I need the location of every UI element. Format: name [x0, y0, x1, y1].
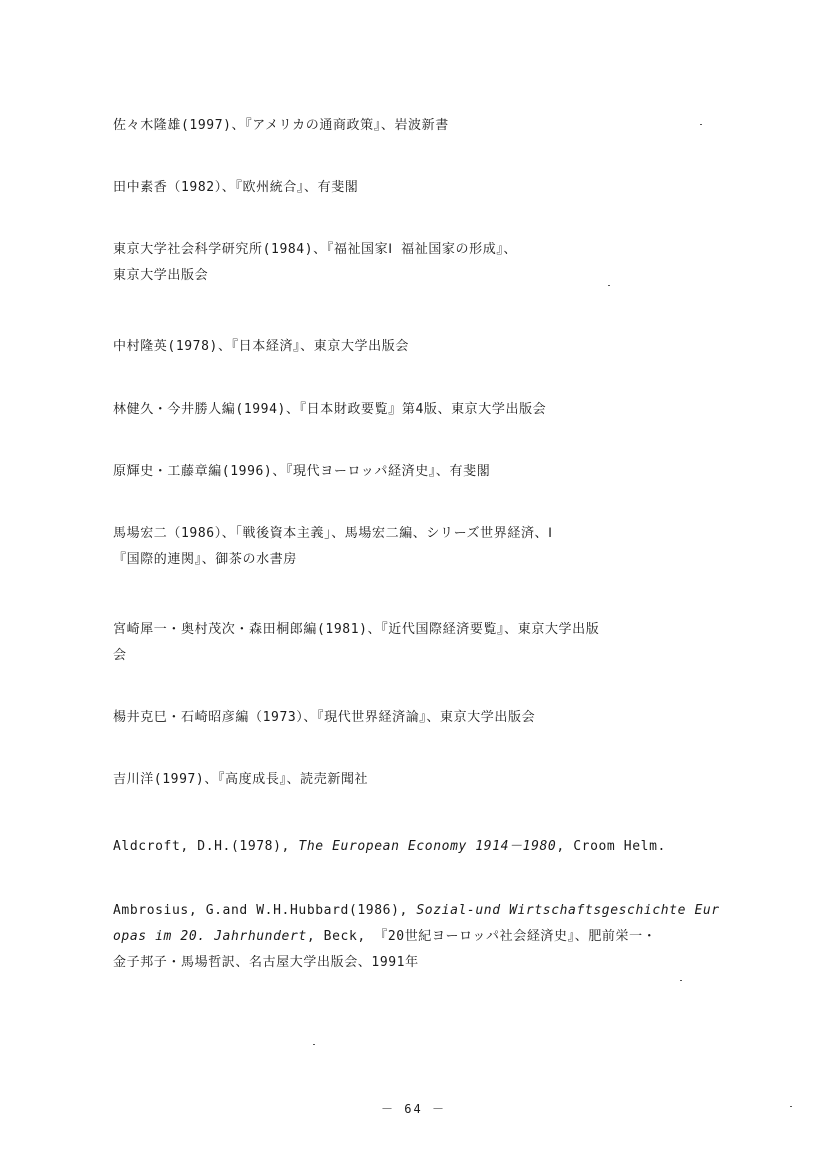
reference-line: [113, 767, 713, 793]
reference-text: 宮崎犀一・奥村茂次・森田桐郎編(1981)、『近代国際経済要覧』、東京大学出版: [113, 622, 600, 637]
reference-text: 東京大学出版会: [113, 268, 209, 283]
reference-entry: [113, 617, 713, 669]
reference-text: Ambrosius, G.and W.H.Hubbard(1986),: [113, 903, 417, 918]
scan-speck: [790, 1106, 792, 1107]
reference-text: 中村隆英(1978)、『日本経済』、東京大学出版会: [113, 339, 409, 354]
reference-text: 佐々木隆雄(1997)、『アメリカの通商政策』、岩波新書: [113, 118, 449, 133]
reference-line: [113, 898, 720, 924]
reference-line: [113, 459, 713, 485]
scan-speck: [608, 285, 610, 286]
scan-speck: [680, 980, 682, 981]
reference-line: [113, 113, 713, 139]
reference-entry: [113, 834, 713, 860]
reference-entry: [113, 767, 713, 793]
reference-entry: [113, 521, 713, 573]
reference-line: [113, 924, 713, 950]
reference-text: 会: [113, 648, 127, 663]
reference-line: [113, 547, 713, 573]
reference-line: [113, 834, 713, 860]
scan-speck: [313, 1044, 315, 1045]
reference-entry: [113, 113, 713, 139]
reference-line: [113, 175, 713, 201]
reference-line: [113, 397, 713, 423]
reference-line: [113, 705, 713, 731]
reference-entry: [113, 334, 713, 360]
reference-entry: [113, 459, 713, 485]
reference-text: 『国際的連関』、御茶の水書房: [113, 552, 297, 567]
reference-entry: [113, 397, 713, 423]
reference-entry: [113, 175, 713, 201]
reference-text: 金子邦子・馬場哲訳、名古屋大学出版会、1991年: [113, 955, 419, 970]
reference-line: [113, 950, 713, 976]
reference-line: [113, 334, 713, 360]
reference-line: [113, 521, 713, 547]
reference-line: [113, 237, 713, 263]
reference-text: 田中素香（1982）、『欧州統合』、有斐閣: [113, 180, 359, 195]
reference-text: 馬場宏二（1986）、「戦後資本主義」、馬場宏二編、シリーズ世界経済、Ⅰ: [113, 526, 553, 541]
reference-text: , Beck, 『20世紀ヨーロッパ社会経済史』、肥前栄一・: [306, 929, 657, 944]
reference-title-italic: Sozial-und Wirtschaftsgeschichte Eur: [416, 903, 720, 918]
reference-text: 吉川洋(1997)、『高度成長』、読売新聞社: [113, 772, 369, 787]
reference-entry: [113, 237, 713, 289]
reference-text: 林健久・今井勝人編(1994)、『日本財政要覧』第4版、東京大学出版会: [113, 402, 547, 417]
scan-speck: [700, 124, 702, 125]
reference-entry: [113, 898, 720, 976]
reference-line: [113, 643, 713, 669]
reference-line: [113, 263, 713, 289]
page-number: － 64 －: [381, 1102, 446, 1116]
reference-line: [113, 617, 713, 643]
reference-text: 楊井克巳・石崎昭彦編（1973）、『現代世界経済論』、東京大学出版会: [113, 710, 536, 725]
reference-title-italic: The European Economy 1914－1980: [298, 839, 557, 854]
reference-entry: [113, 705, 713, 731]
reference-text: , Croom Helm.: [556, 839, 666, 854]
reference-text: Aldcroft, D.H.(1978),: [113, 839, 299, 854]
reference-text: 原輝史・工藤章編(1996)、『現代ヨーロッパ経済史』、有斐閣: [113, 464, 491, 479]
reference-title-italic: opas im 20. Jahrhundert: [113, 929, 307, 944]
reference-text: 東京大学社会科学研究所(1984)、『福祉国家Ⅰ 福祉国家の形成』、: [113, 242, 518, 257]
